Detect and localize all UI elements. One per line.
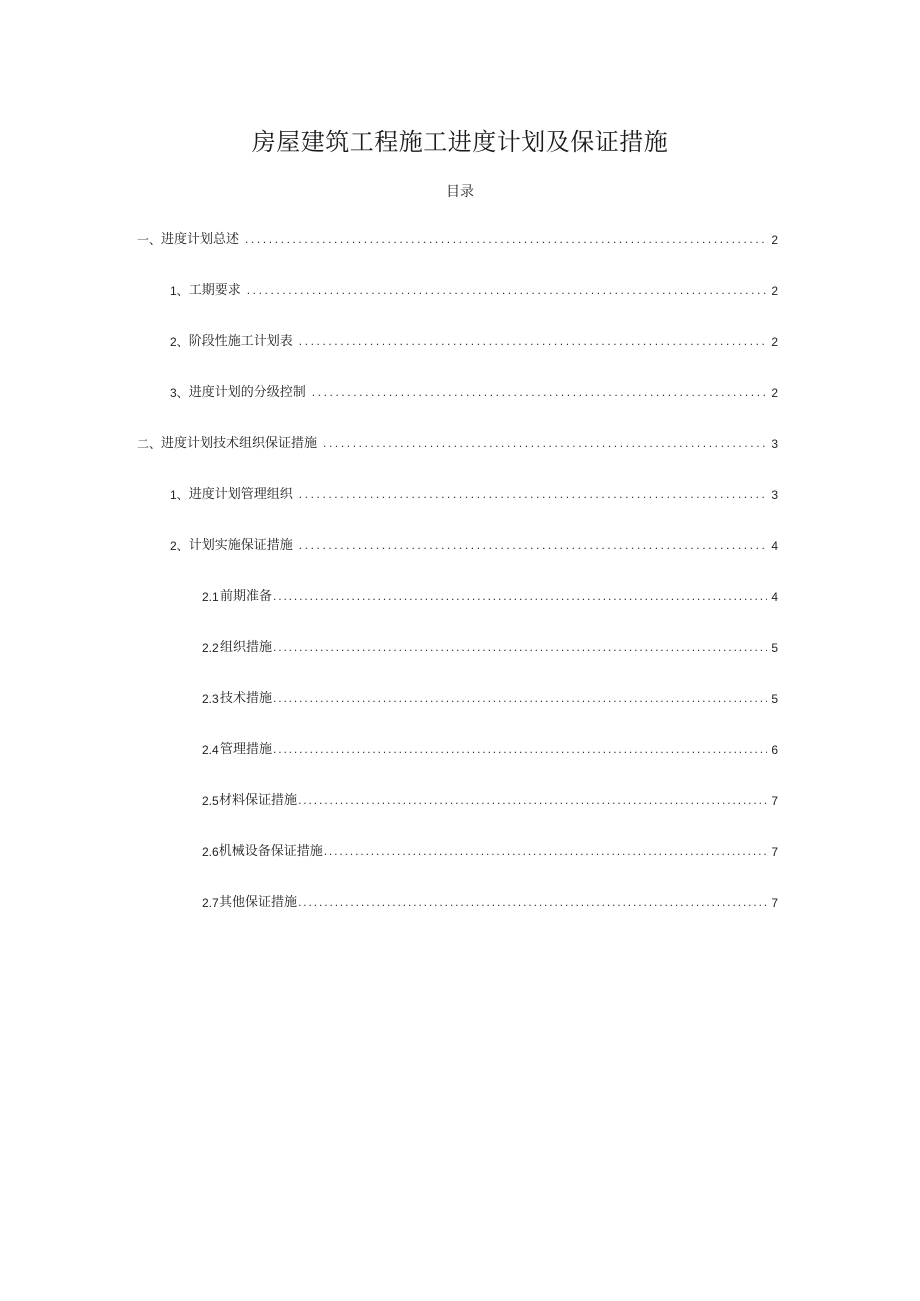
toc-leader-dots	[298, 790, 767, 810]
toc-entry-level3[interactable]	[202, 791, 778, 811]
toc-leader-dots	[273, 637, 767, 657]
toc-entry-label: 工期要求	[188, 283, 241, 298]
toc-entry-level2[interactable]	[170, 281, 778, 301]
toc-entry-level3[interactable]	[202, 893, 778, 913]
toc-entry-label: 管理措施	[219, 742, 272, 757]
toc-leader-dots	[247, 280, 768, 300]
toc-entry-page: 4	[771, 539, 778, 553]
toc-entry-page: 2	[771, 284, 778, 298]
toc-entry-level3[interactable]	[202, 587, 778, 607]
toc-leader-dots	[298, 892, 767, 912]
toc-leader-dots	[323, 433, 767, 453]
toc-entry-number: 2.7	[202, 896, 219, 910]
toc-entry-page: 2	[771, 335, 778, 349]
toc-leader-dots	[299, 331, 768, 351]
toc-entry-label: 前期准备	[219, 589, 272, 604]
toc-entry-level1[interactable]	[137, 434, 778, 454]
toc-entry-level2[interactable]	[170, 536, 778, 556]
toc-entry-level2[interactable]	[170, 383, 778, 403]
toc-entry-label: 材料保证措施	[219, 793, 298, 808]
toc-leader-dots	[273, 739, 767, 759]
toc-entry-number: 2.6	[202, 845, 219, 859]
toc-leader-dots	[299, 484, 768, 504]
toc-leader-dots	[273, 688, 767, 708]
toc-entry-label: 其他保证措施	[219, 895, 298, 910]
toc-entry-number: 2.1	[202, 590, 219, 604]
toc-entry-page: 2	[771, 233, 778, 247]
toc-entry-page: 7	[771, 794, 778, 808]
toc-entry-page: 6	[771, 743, 778, 757]
toc-entry-level2[interactable]	[170, 485, 778, 505]
toc-entry-level3[interactable]	[202, 740, 778, 760]
toc-entry-label: 进度计划管理组织	[188, 487, 293, 502]
toc-heading: 目录	[446, 184, 474, 200]
toc-entry-page: 4	[771, 590, 778, 604]
toc-leader-dots	[324, 841, 768, 861]
toc-entry-label: 阶段性施工计划表	[188, 334, 293, 349]
toc-entry-number: 2、	[170, 539, 189, 553]
toc-entry-page: 3	[771, 488, 778, 502]
toc-entry-number: 1、	[170, 284, 189, 298]
toc-entry-label: 进度计划的分级控制	[188, 385, 306, 400]
toc-entry-number: 1、	[170, 488, 189, 502]
toc-entry-level1[interactable]	[137, 230, 778, 250]
toc-entry-page: 5	[771, 692, 778, 706]
toc-entry-page: 3	[771, 437, 778, 451]
toc-entry-number: 2.3	[202, 692, 219, 706]
toc-leader-dots	[312, 382, 768, 402]
toc-entry-label: 计划实施保证措施	[188, 538, 293, 553]
toc-entry-number: 一、	[137, 233, 162, 247]
toc-entry-page: 7	[771, 845, 778, 859]
toc-entry-number: 二、	[137, 437, 162, 451]
toc-entry-level3[interactable]	[202, 842, 778, 862]
toc-entry-page: 5	[771, 641, 778, 655]
toc-entry-page: 2	[771, 386, 778, 400]
toc-entry-level2[interactable]	[170, 332, 778, 352]
toc-entry-number: 2.5	[202, 794, 219, 808]
toc-entry-number: 2.4	[202, 743, 219, 757]
toc-leader-dots	[245, 229, 767, 249]
toc-entry-page: 7	[771, 896, 778, 910]
toc-entry-label: 进度计划技术组织保证措施	[161, 436, 318, 451]
toc-entry-label: 技术措施	[219, 691, 272, 706]
toc-leader-dots	[299, 535, 768, 555]
document-title: 房屋建筑工程施工进度计划及保证措施	[251, 128, 669, 156]
toc-entry-level3[interactable]	[202, 638, 778, 658]
toc-entry-number: 2、	[170, 335, 189, 349]
toc-entry-level3[interactable]	[202, 689, 778, 709]
toc-entry-number: 2.2	[202, 641, 219, 655]
toc-leader-dots	[273, 586, 767, 606]
toc-entry-label: 进度计划总述	[161, 232, 240, 247]
toc-entry-label: 机械设备保证措施	[218, 844, 323, 859]
toc-entry-number: 3、	[170, 386, 189, 400]
toc-entry-label: 组织措施	[219, 640, 272, 655]
